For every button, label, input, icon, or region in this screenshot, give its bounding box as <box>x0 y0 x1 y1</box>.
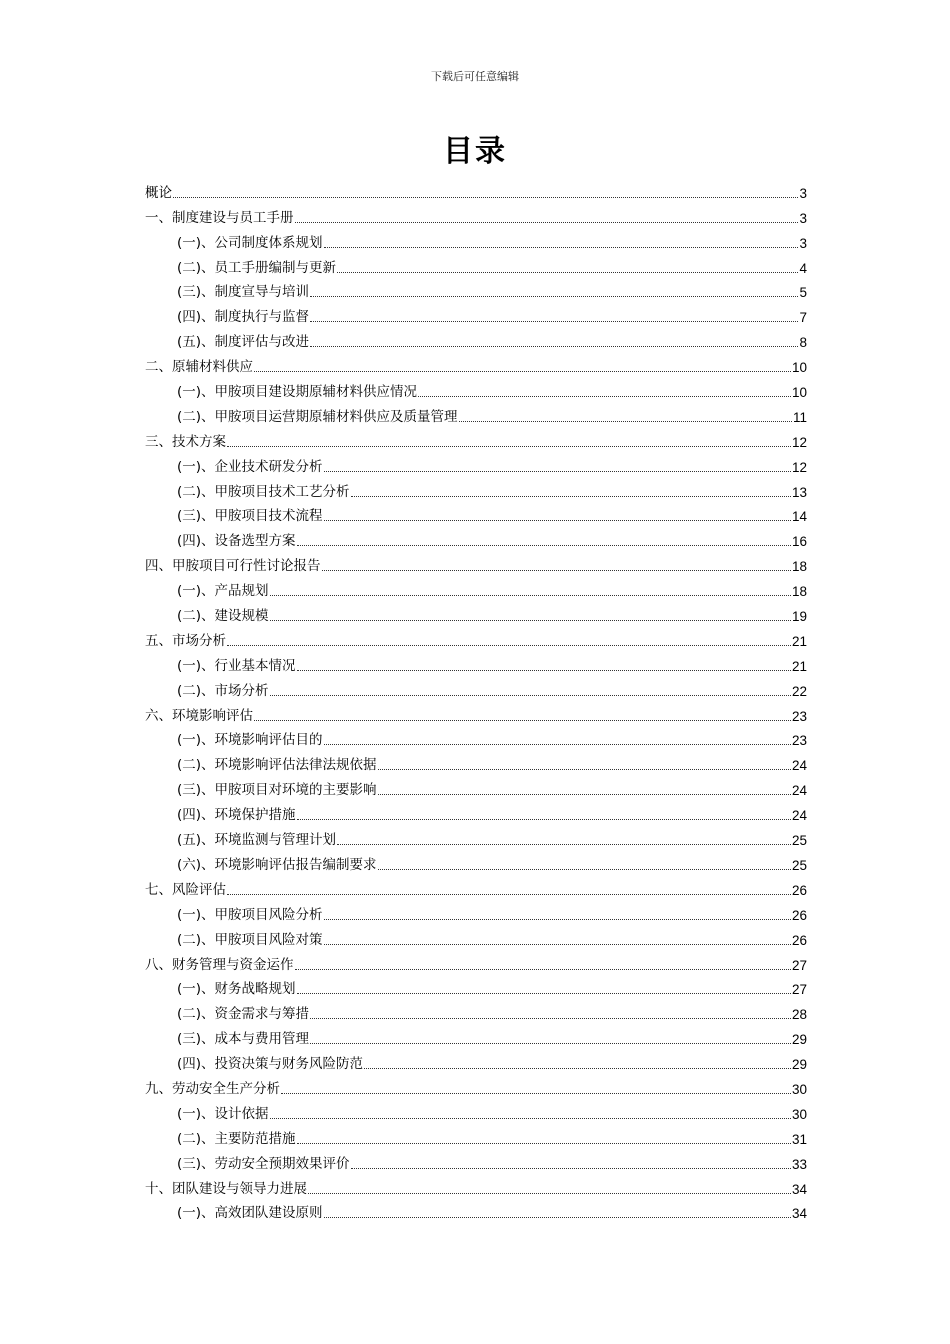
toc-entry-label: (二)、甲胺项目运营期原辅材料供应及质量管理 <box>177 408 458 425</box>
toc-entry[interactable] <box>145 425 807 450</box>
toc-entry[interactable] <box>145 325 807 350</box>
toc-entry-page-number: 27 <box>791 957 807 973</box>
toc-entry[interactable] <box>145 624 807 649</box>
toc-entry-label: (三)、甲胺项目技术流程 <box>177 508 323 525</box>
toc-entry-label: (一)、行业基本情况 <box>177 657 296 674</box>
toc-dot-leader <box>254 370 791 372</box>
toc-dot-leader <box>418 395 791 397</box>
toc-entry-label: (三)、制度宣导与培训 <box>177 284 310 301</box>
toc-entry-page-number: 23 <box>791 733 807 749</box>
toc-entry-page-number: 3 <box>799 235 807 251</box>
toc-entry-page-number: 10 <box>791 385 807 401</box>
toc-entry[interactable] <box>145 798 807 823</box>
toc-dot-leader <box>351 495 791 497</box>
toc-entry[interactable] <box>145 724 807 749</box>
toc-dot-leader <box>173 196 798 198</box>
toc-entry-label: (二)、环境影响评估法律法规依据 <box>177 757 377 774</box>
toc-entry-label: (三)、甲胺项目对环境的主要影响 <box>177 782 377 799</box>
toc-dot-leader <box>227 445 791 447</box>
toc-dot-leader <box>459 420 792 422</box>
toc-dot-leader <box>297 1142 791 1144</box>
toc-entry-page-number: 12 <box>791 459 807 475</box>
toc-dot-leader <box>310 1017 791 1019</box>
toc-dot-leader <box>281 1092 791 1094</box>
toc-dot-leader <box>297 818 791 820</box>
toc-entry-label: (一)、环境影响评估目的 <box>177 732 323 749</box>
toc-entry[interactable] <box>145 1122 807 1147</box>
page-title: 目录 <box>443 134 507 169</box>
toc-entry-label: 四、甲胺项目可行性讨论报告 <box>145 558 321 575</box>
toc-entry-page-number: 27 <box>791 982 807 998</box>
toc-entry-label: (一)、公司制度体系规划 <box>177 234 323 251</box>
toc-entry-page-number: 21 <box>791 658 807 674</box>
toc-entry-label: (三)、劳动安全预期效果评价 <box>177 1155 350 1172</box>
toc-entry[interactable] <box>145 574 807 599</box>
toc-dot-leader <box>324 1216 791 1218</box>
toc-entry-page-number: 14 <box>791 509 807 525</box>
toc-entry-page-number: 23 <box>791 708 807 724</box>
toc-dot-leader <box>295 221 799 223</box>
toc-entry[interactable] <box>145 1047 807 1072</box>
toc-dot-leader <box>378 868 791 870</box>
toc-dot-leader <box>227 893 791 895</box>
toc-entry[interactable] <box>145 997 807 1022</box>
toc-dot-leader <box>364 1067 791 1069</box>
toc-entry-label: (四)、设备选型方案 <box>177 533 296 550</box>
toc-entry-label: (二)、资金需求与筹措 <box>177 1006 310 1023</box>
toc-entry-page-number: 28 <box>791 1007 807 1023</box>
toc-entry[interactable] <box>145 201 807 226</box>
toc-entry-page-number: 25 <box>791 857 807 873</box>
toc-entry-label: (六)、环境影响评估报告编制要求 <box>177 856 377 873</box>
toc-entry-page-number: 34 <box>791 1206 807 1222</box>
toc-entry-page-number: 7 <box>799 310 807 326</box>
toc-entry[interactable] <box>145 898 807 923</box>
toc-entry[interactable] <box>145 1197 807 1222</box>
toc-entry-label: (四)、环境保护措施 <box>177 807 296 824</box>
toc-dot-leader <box>322 569 791 571</box>
toc-entry-label: (一)、企业技术研发分析 <box>177 458 323 475</box>
toc-dot-leader <box>297 669 791 671</box>
toc-entry-label: 五、市场分析 <box>145 632 226 649</box>
toc-entry-page-number: 12 <box>791 434 807 450</box>
toc-entry-page-number: 29 <box>791 1057 807 1073</box>
toc-entry[interactable] <box>145 1072 807 1097</box>
toc-entry[interactable] <box>145 176 807 201</box>
toc-dot-leader <box>324 470 791 472</box>
toc-entry-page-number: 29 <box>791 1032 807 1048</box>
toc-entry[interactable] <box>145 1097 807 1122</box>
toc-dot-leader <box>308 1192 791 1194</box>
toc-entry-label: (一)、甲胺项目建设期原辅材料供应情况 <box>177 384 418 401</box>
toc-entry-label: 三、技术方案 <box>145 433 226 450</box>
toc-entry-page-number: 8 <box>799 335 807 351</box>
toc-entry-label: 二、原辅材料供应 <box>145 359 253 376</box>
toc-entry-label: 八、财务管理与资金运作 <box>145 956 294 973</box>
toc-entry-page-number: 26 <box>791 882 807 898</box>
toc-entry-label: (二)、甲胺项目风险对策 <box>177 931 323 948</box>
toc-entry[interactable] <box>145 251 807 276</box>
toc-entry-label: 六、环境影响评估 <box>145 707 253 724</box>
toc-entry-label: (二)、甲胺项目技术工艺分析 <box>177 483 350 500</box>
toc-entry-label: 十、团队建设与领导力进展 <box>145 1180 307 1197</box>
toc-entry[interactable] <box>145 748 807 773</box>
toc-entry-label: (一)、产品规划 <box>177 583 269 600</box>
toc-dot-leader <box>270 594 791 596</box>
toc-entry[interactable] <box>145 226 807 251</box>
toc-entry-page-number: 25 <box>791 833 807 849</box>
toc-entry-page-number: 31 <box>791 1131 807 1147</box>
toc-entry-page-number: 13 <box>791 484 807 500</box>
toc-entry[interactable] <box>145 674 807 699</box>
toc-dot-leader <box>295 968 791 970</box>
toc-dot-leader <box>324 743 791 745</box>
toc-entry-label: (一)、设计依据 <box>177 1105 269 1122</box>
toc-entry-label: (二)、员工手册编制与更新 <box>177 259 337 276</box>
toc-entry[interactable] <box>145 699 807 724</box>
toc-dot-leader <box>310 1042 791 1044</box>
toc-entry-page-number: 26 <box>791 932 807 948</box>
toc-entry-label: (四)、制度执行与监督 <box>177 309 310 326</box>
toc-dot-leader <box>270 694 791 696</box>
toc-entry-label: (五)、制度评估与改进 <box>177 334 310 351</box>
toc-entry[interactable] <box>145 375 807 400</box>
toc-entry[interactable] <box>145 475 807 500</box>
toc-entry[interactable] <box>145 450 807 475</box>
toc-entry-label: (一)、高效团队建设原则 <box>177 1205 323 1222</box>
toc-entry-page-number: 30 <box>791 1081 807 1097</box>
toc-dot-leader <box>297 544 791 546</box>
toc-entry-page-number: 33 <box>791 1156 807 1172</box>
toc-entry-page-number: 4 <box>799 260 807 276</box>
toc-entry-page-number: 11 <box>792 409 807 425</box>
toc-dot-leader <box>324 943 791 945</box>
toc-entry-page-number: 24 <box>791 808 807 824</box>
toc-dot-leader <box>337 271 798 273</box>
toc-entry-label: (二)、主要防范措施 <box>177 1130 296 1147</box>
toc-entry-label: (二)、建设规模 <box>177 608 269 625</box>
toc-entry[interactable] <box>145 1172 807 1197</box>
toc-dot-leader <box>270 619 791 621</box>
toc-dot-leader <box>227 644 791 646</box>
toc-entry[interactable] <box>145 400 807 425</box>
toc-entry[interactable] <box>145 350 807 375</box>
toc-entry-page-number: 10 <box>791 360 807 376</box>
toc-entry-page-number: 3 <box>799 210 807 226</box>
page-header: 下载后可任意编辑 <box>431 70 519 83</box>
toc-entry[interactable] <box>145 848 807 873</box>
toc-dot-leader <box>324 519 791 521</box>
toc-entry-label: (二)、市场分析 <box>177 682 269 699</box>
toc-entry[interactable] <box>145 649 807 674</box>
toc-entry-label: 一、制度建设与员工手册 <box>145 209 294 226</box>
toc-entry[interactable] <box>145 524 807 549</box>
toc-entry[interactable] <box>145 276 807 301</box>
toc-entry[interactable] <box>145 923 807 948</box>
toc-entry-page-number: 18 <box>791 559 807 575</box>
toc-entry[interactable] <box>145 300 807 325</box>
toc-entry[interactable] <box>145 973 807 998</box>
toc-entry-page-number: 30 <box>791 1106 807 1122</box>
toc-dot-leader <box>310 345 798 347</box>
toc-dot-leader <box>310 320 798 322</box>
toc-entry[interactable] <box>145 500 807 525</box>
toc-entry-page-number: 21 <box>791 633 807 649</box>
toc-entry-label: (一)、财务战略规划 <box>177 981 296 998</box>
toc-entry[interactable] <box>145 948 807 973</box>
toc-dot-leader <box>351 1167 791 1169</box>
toc-entry-page-number: 26 <box>791 907 807 923</box>
toc-entry[interactable] <box>145 599 807 624</box>
toc-entry-page-number: 5 <box>799 285 807 301</box>
toc-entry[interactable] <box>145 549 807 574</box>
toc-entry-label: 七、风险评估 <box>145 881 226 898</box>
toc-entry-page-number: 19 <box>791 609 807 625</box>
toc-dot-leader <box>378 793 791 795</box>
toc-entry[interactable] <box>145 873 807 898</box>
toc-entry-page-number: 18 <box>791 584 807 600</box>
toc-entry-label: 九、劳动安全生产分析 <box>145 1080 280 1097</box>
toc-entry[interactable] <box>145 823 807 848</box>
toc-entry-label: 概论 <box>145 184 172 201</box>
toc-entry-page-number: 34 <box>791 1181 807 1197</box>
table-of-contents <box>145 176 807 1221</box>
toc-entry-page-number: 22 <box>791 683 807 699</box>
toc-dot-leader <box>378 768 791 770</box>
toc-entry-page-number: 16 <box>791 534 807 550</box>
toc-entry[interactable] <box>145 773 807 798</box>
toc-entry-label: (五)、环境监测与管理计划 <box>177 832 337 849</box>
toc-entry-page-number: 24 <box>791 783 807 799</box>
toc-entry-label: (四)、投资决策与财务风险防范 <box>177 1056 364 1073</box>
toc-dot-leader <box>270 1117 791 1119</box>
toc-dot-leader <box>324 246 799 248</box>
toc-entry-label: (一)、甲胺项目风险分析 <box>177 906 323 923</box>
toc-dot-leader <box>297 992 791 994</box>
toc-dot-leader <box>310 295 798 297</box>
toc-dot-leader <box>337 843 791 845</box>
toc-entry-label: (三)、成本与费用管理 <box>177 1031 310 1048</box>
toc-entry-page-number: 24 <box>791 758 807 774</box>
toc-entry[interactable] <box>145 1147 807 1172</box>
toc-entry[interactable] <box>145 1022 807 1047</box>
toc-dot-leader <box>254 719 791 721</box>
toc-entry-page-number: 3 <box>799 185 807 201</box>
toc-dot-leader <box>324 918 791 920</box>
